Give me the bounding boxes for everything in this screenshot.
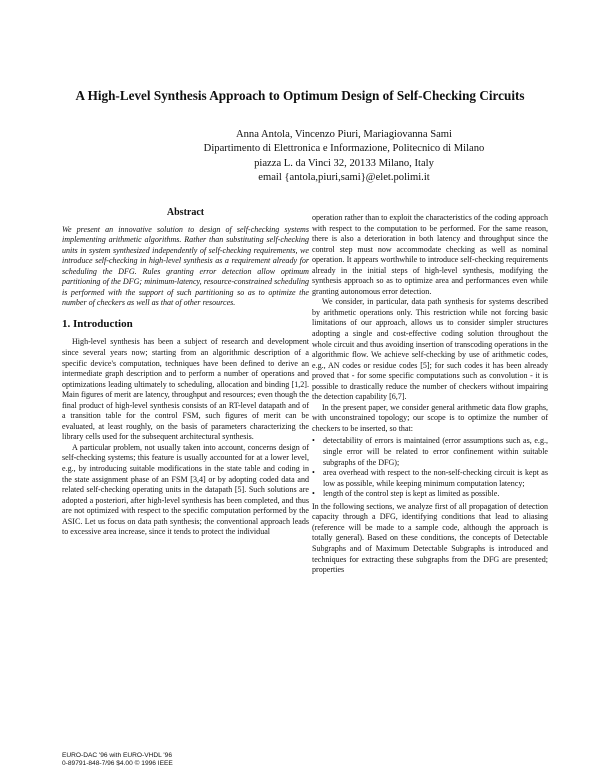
requirements-list [312,436,548,499]
author-department: Dipartimento di Elettronica e Informazione, Politecnico di Milano [203,143,485,155]
footer-conference: EURO-DAC '96 with EURO-VHDL '96 [62,752,172,759]
intro-paragraph-5: In the present paper, we consider general arithmetic data flow graphs, with unconstrained topology; our scope is to optimize the number of checkers to be inserted, so that: [312,402,548,433]
list-item-text: detectability of errors is maintained (error assumptions such as, e.g., single error will be related to error confinement within suitable subgraphs of the DFG); [323,436,548,467]
bullet-icon: • [312,468,315,478]
intro-paragraph-6: In the following sections, we analyze first of all propagation of detection capacity through a DFG, identifying conditions that lead to aliasing (reference will be made to a sample code, although the approach is totally general). Based on these conditions, the concepts of Detectable Subgraphs and of Maximum Detectable Subgraphs is introduced and techniques for extracting these subgraphs from the DFG are presented; properties [312,501,548,575]
list-item [312,489,548,500]
footer-copyright: 0-89791-848-7/96 $4.00 © 1996 IEEE [62,759,173,767]
right-column [312,213,548,576]
intro-paragraph-2: A particular problem, not usually taken into account, concerns design of self-checking systems; this feature is usually accounted for at a lower level, e.g., by introducing suitable modifications in the state table and coding in the state assignment phase of an FSM [3,4] or by adopting coded data and related self-checking operating units in the datapath [5]. Such solutions are adopted a posteriori, after high-level synthesis has been completed, and thus are not optimized with respect to the specific computation performed by the ASIC. Let us focus on data path synthesis; the conventional approach leads to excessive area increase, since it tends to protect the individual [62,442,309,537]
list-item [312,468,548,489]
list-item [312,436,548,468]
intro-paragraph-3: operation rather than to exploit the characteristics of the coding approach with respect to the computation to be performed. For the same reason, there is also a deterioration in both latency and throughput since the control step must now accommodate checking as well as nominal operation. It appears worthwhile to introduce self-checking requirements already in the initial steps of high-level synthesis, modifying the synthesis approach so as to optimize area and performances even while granting autonomous error detection. [312,213,548,296]
left-column [62,208,309,538]
author-address: piazza L. da Vinci 32, 20133 Milano, Italy [254,157,434,169]
intro-paragraph-1: High-level synthesis has been a subject of research and development since several years now; starting from an algorithmic description of a specific device's computation, techniques have been defined to derive an intermediate graph description and to perform a number of operations and optimizations leading ultimately to scheduling, allocation and binding [1,2]. Main figures of merit are latency, throughput and resources; even though the final product of high-level synthesis consists of an RT-level datapath and of a transition table for the control FSM, such figures of merit can be evaluated, at least roughly, on the basis of parameters characterizing the library cells used for the subsequent architectural synthesis. [62,337,309,442]
section-heading-introduction: 1. Introduction [62,317,133,330]
abstract-heading: Abstract [166,207,205,218]
author-email: email {antola,piuri,sami}@elet.polimi.it [258,172,430,184]
list-item-text: length of the control step is kept as limited as possible. [323,489,500,499]
intro-paragraph-4: We consider, in particular, data path synthesis for systems described by arithmetic operations only. This restriction while not forcing basic limitations of our approach, allows us to consider simpler structures adopting a single and cost-effective coding solution throughout the whole circuit and thus avoiding insertion of transcoding operations in the algorithmic flow. We achieve self-checking by use of arithmetic codes, e.g., AN codes or residue codes [5]; for such codes it has been already proved that - for some specific computations such as convolution - it is possible to drastically reduce the number of checkers without impairing the detection capability [6,7]. [312,297,548,402]
author-names: Anna Antola, Vincenzo Piuri, Mariagiovanna Sami [235,129,452,140]
abstract-body: We present an innovative solution to design of self-checking systems implementing arithmetic algorithms. Rather than substituting self-checking units in system synthesized independently of self-checking requirements, we introduce self-checking in high-level synthesis as a requirement already for scheduling the DFG. Rules granting error detection allow optimum partitioning of the DFG; minimum-latency, resource-constrained scheduling is performed with the support of such partitioning so as to optimize the number of checkers as well as that of other resources. [62,224,309,308]
footer [62,752,173,768]
paper-title: A High-Level Synthesis Approach to Optimum Design of Self-Checking Circuits [75,88,525,103]
list-item-text: area overhead with respect to the non-self-checking circuit is kept as low as possible, while keeping minimum computation latency; [323,468,548,488]
author-block [0,128,600,186]
bullet-icon: • [312,436,315,446]
bullet-icon: • [312,489,315,499]
